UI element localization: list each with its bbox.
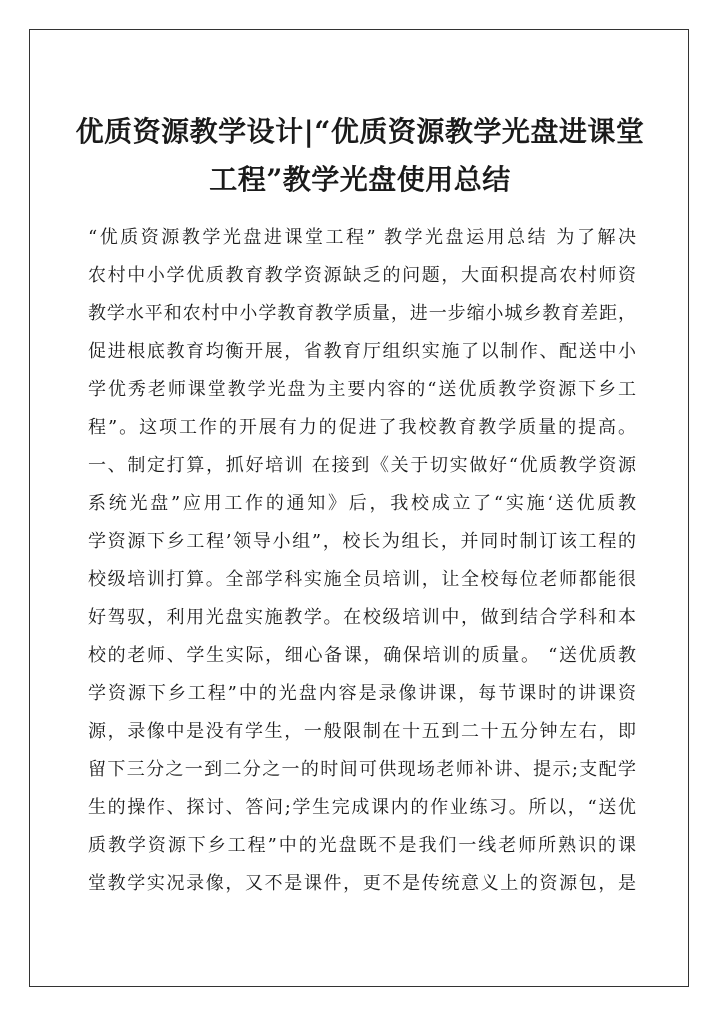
- body-line: 堂教学实况录像，又不是课件，更不是传统意义上的资源包，是: [88, 873, 636, 894]
- body-line: 系统光盘”应用工作的通知》后，我校成立了“实施‘送优质教: [88, 493, 636, 514]
- body-line: 源，录像中是没有学生，一般限制在十五到二十五分钟左右，即: [88, 721, 636, 742]
- title-line: 工程”教学光盘使用总结: [209, 163, 511, 196]
- body-line: 质教学资源下乡工程”中的光盘既不是我们一线老师所熟识的课: [88, 835, 636, 856]
- body-line: 生的操作、探讨、答问;学生完成课内的作业练习。所以，“送优: [88, 797, 636, 818]
- document-title: [60, 108, 660, 204]
- body-line: 校级培训打算。全部学科实施全员培训，让全校每位老师都能很: [88, 569, 636, 590]
- body-line: 农村中小学优质教育教学资源缺乏的问题，大面积提高农村师资: [88, 265, 636, 286]
- body-line: 程”。这项工作的开展有力的促进了我校教育教学质量的提高。: [88, 417, 636, 438]
- body-line: 一、制定打算，抓好培训 在接到《关于切实做好“优质教学资源: [88, 455, 636, 476]
- title-line: 优质资源教学设计|“优质资源教学光盘进课堂: [75, 115, 645, 148]
- body-line: 好驾驭，利用光盘实施教学。在校级培训中，做到结合学科和本: [88, 607, 636, 628]
- document-body: [88, 219, 636, 903]
- body-line: “优质资源教学光盘进课堂工程” 教学光盘运用总结 为了解决: [88, 227, 636, 248]
- body-line: 学资源下乡工程”中的光盘内容是录像讲课，每节课时的讲课资: [88, 683, 636, 704]
- body-line: 学优秀老师课堂教学光盘为主要内容的“送优质教学资源下乡工: [88, 379, 636, 400]
- body-line: 留下三分之一到二分之一的时间可供现场老师补讲、提示;支配学: [88, 759, 636, 780]
- body-line: 促进根底教育均衡开展，省教育厅组织实施了以制作、配送中小: [88, 341, 636, 362]
- body-line: 学资源下乡工程’领导小组”，校长为组长，并同时制订该工程的: [88, 531, 636, 552]
- body-line: 教学水平和农村中小学教育教学质量，进一步缩小城乡教育差距，: [88, 303, 636, 324]
- body-line: 校的老师、学生实际，细心备课，确保培训的质量。 “送优质教: [88, 645, 636, 666]
